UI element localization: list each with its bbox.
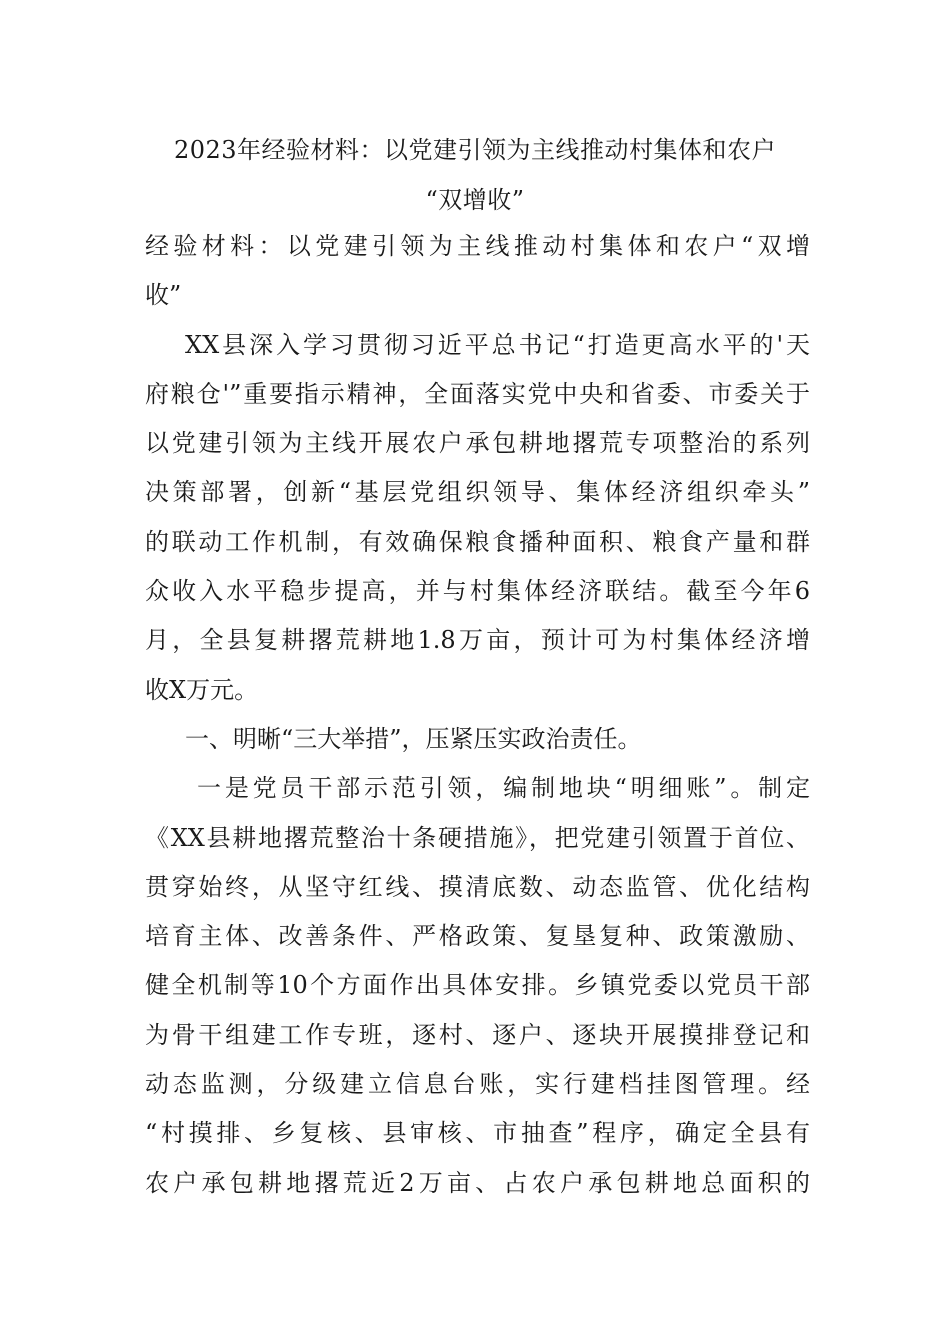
paragraph-line: 为骨干组建工作专班，逐村、逐户、逐块开展摸排登记和 xyxy=(145,1020,810,1049)
paragraph-line: 决策部署，创新“基层党组织领导、集体经济组织牵头” xyxy=(145,478,810,507)
paragraph-line: 健全机制等10个方面作出具体安排。乡镇党委以党员干部 xyxy=(145,971,810,1000)
paragraph-line: 一是党员干部示范引领，编制地块“明细账”。制定 xyxy=(197,774,810,803)
paragraph-line: 的联动工作机制，有效确保粮食播种面积、粮食产量和群 xyxy=(145,527,810,556)
document-body xyxy=(145,222,810,1208)
section-heading: 一、明晰“三大举措”，压紧压实政治责任。 xyxy=(185,724,642,753)
paragraph-line: “村摸排、乡复核、县审核、市抽查”程序，确定全县有 xyxy=(145,1119,810,1148)
paragraph-line: 动态监测，分级建立信息台账，实行建档挂图管理。经 xyxy=(145,1070,810,1099)
paragraph-line: 《XX县耕地撂荒整治十条硬措施》，把党建引领置于首位、 xyxy=(145,823,810,852)
document-title-line-1: 2023年经验材料：以党建引领为主线推动村集体和农户 xyxy=(173,136,777,164)
document-title-line-2: “双增收” xyxy=(425,186,525,214)
paragraph-line: 贯穿始终，从坚守红线、摸清底数、动态监管、优化结构 xyxy=(145,872,810,901)
paragraph-line: 培育主体、改善条件、严格政策、复垦复种、政策激励、 xyxy=(145,922,810,951)
paragraph-line: 以党建引领为主线开展农户承包耕地撂荒专项整治的系列 xyxy=(145,429,810,458)
subtitle-line: 经验材料：以党建引领为主线推动村集体和农户“双增 xyxy=(145,232,810,260)
paragraph-line: 月，全县复耕撂荒耕地1.8万亩，预计可为村集体经济增 xyxy=(145,626,810,655)
paragraph-line: 收X万元。 xyxy=(145,675,259,704)
paragraph-line: 农户承包耕地撂荒近2万亩、占农户承包耕地总面积的 xyxy=(145,1168,810,1197)
paragraph-line: XX县深入学习贯彻习近平总书记“打造更高水平的'天 xyxy=(185,330,810,359)
paragraph-line: 众收入水平稳步提高，并与村集体经济联结。截至今年6 xyxy=(145,577,810,606)
paragraph-line: 府粮仓'”重要指示精神，全面落实党中央和省委、市委关于 xyxy=(145,379,810,408)
subtitle-line: 收” xyxy=(145,281,182,310)
